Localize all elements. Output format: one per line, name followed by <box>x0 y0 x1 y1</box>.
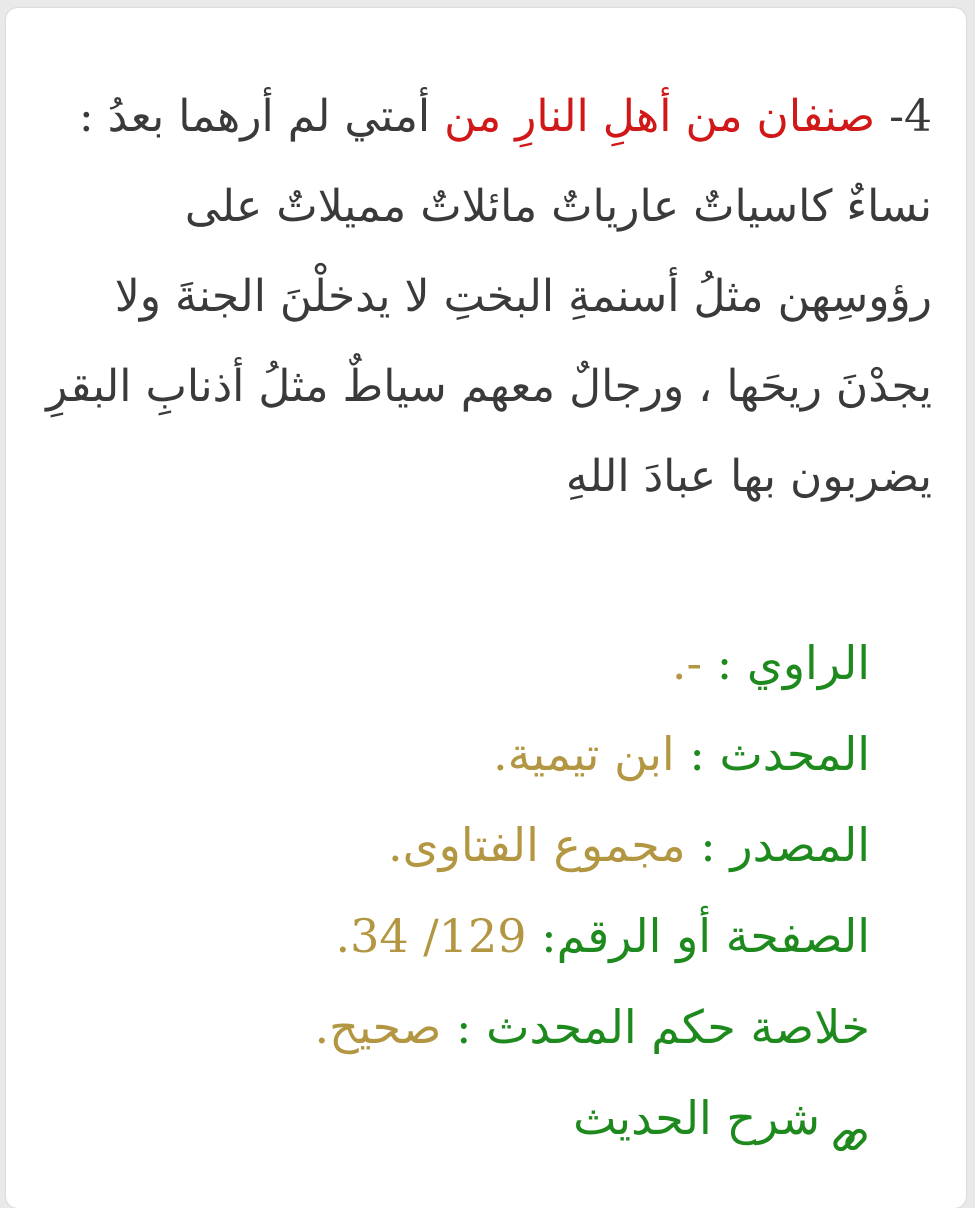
narrator-label: الراوي : <box>716 636 870 690</box>
ruling-label: خلاصة حكم المحدث : <box>456 1000 870 1054</box>
hadith-text <box>32 72 932 522</box>
hadith-number: 4- <box>889 91 932 142</box>
ruling-value: صحيح. <box>314 1000 442 1054</box>
hadith-info <box>50 618 870 1164</box>
hadith-text-line1: أمتي لم أرهما بعدُ <box>107 91 431 142</box>
muhaddith-row <box>50 709 870 800</box>
link-icon <box>830 1099 870 1139</box>
hadith-title: صنفان من أهلِ النارِ من <box>444 91 876 142</box>
narrator-value: -. <box>671 636 703 690</box>
explanation-link-label: شرح الحديث <box>573 1091 820 1145</box>
ruling-row <box>50 982 870 1073</box>
page-row <box>50 891 870 982</box>
source-row <box>50 800 870 891</box>
explanation-link[interactable] <box>50 1073 870 1164</box>
muhaddith-value: ابن تيمية. <box>493 727 675 781</box>
hadith-card <box>6 8 966 1208</box>
source-value: مجموع الفتاوى. <box>388 818 686 872</box>
hadith-text-body: : نساءٌ كاسياتٌ عارياتٌ مائلاتٌ مميلاتٌ على رؤوسِهن مثلُ أسنمةِ البختِ لا يدخلْنَ الجنةَ ولا يجدْنَ ريحَها ، ورجالٌ معهم سياطٌ مثلُ أذنابِ البقرِ يضربون بها عبادَ اللهِ <box>46 91 932 502</box>
narrator-row <box>50 618 870 709</box>
page-value: 129/ 34. <box>335 909 527 963</box>
page-label: الصفحة أو الرقم: <box>541 909 870 963</box>
muhaddith-label: المحدث : <box>689 727 870 781</box>
source-label: المصدر : <box>700 818 870 872</box>
